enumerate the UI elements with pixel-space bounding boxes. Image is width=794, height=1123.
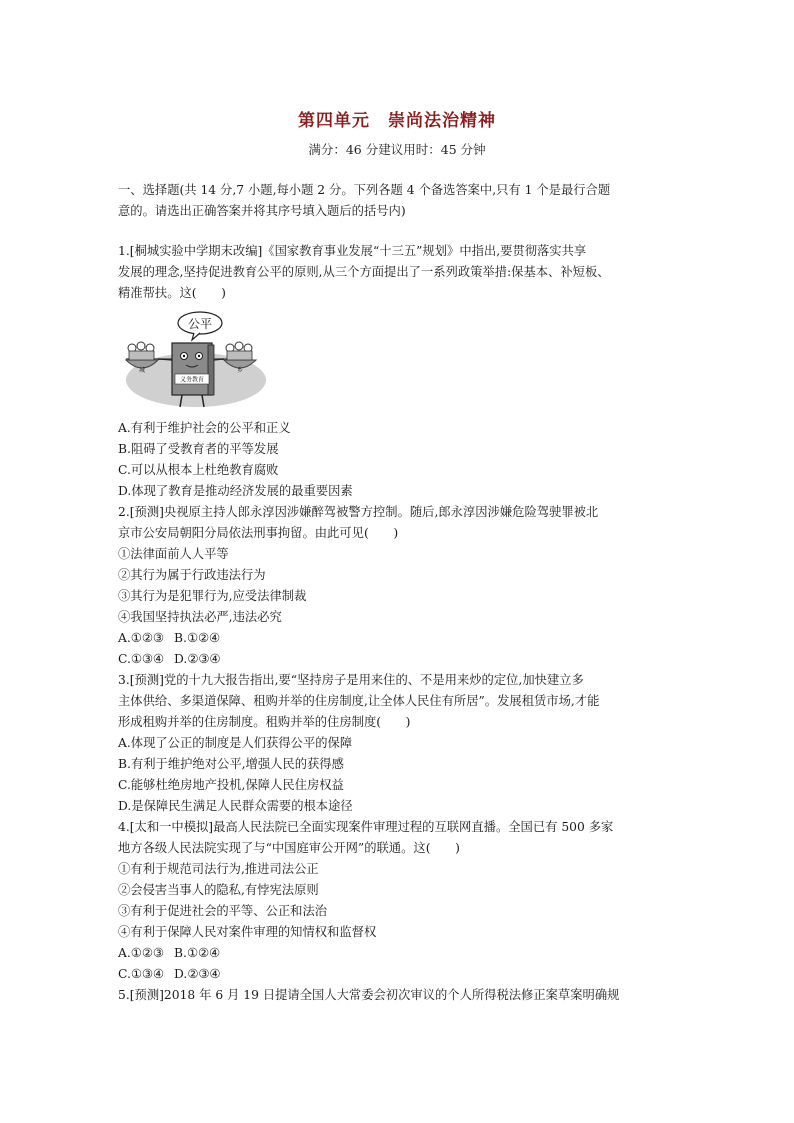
answer-options-row <box>118 649 678 670</box>
answer-option-b: B.有利于维护绝对公平,增强人民的获得感 <box>118 757 344 771</box>
statement-item: ②会侵害当事人的隐私,有悖宪法原则 <box>118 883 319 897</box>
page-subtitle: 满分：46 分建议用时：45 分钟 <box>308 142 486 157</box>
answer-options-row <box>118 628 678 649</box>
question-stem-line: 1.[桐城实验中学期末改编]《国家教育事业发展“十三五”规划》中指出,要贯彻落实共享 <box>118 244 587 258</box>
statement-item: ③有利于促进社会的平等、公正和法治 <box>118 904 328 918</box>
section-instructions <box>118 180 678 222</box>
question-stem-line: 地方各级人民法院实现了与“中国庭审公开网”的联通。这( ) <box>118 841 460 855</box>
question-stem-line: 形成租购并举的住房制度。租购并举的住房制度( ) <box>118 715 411 729</box>
statement-item: ④有利于保障人民对案件审理的知情权和监督权 <box>118 925 377 939</box>
answer-option-c: C.能够杜绝房地产投机,保障人民住房权益 <box>118 778 344 792</box>
statement-item: ①有利于规范司法行为,推进司法公正 <box>118 862 319 876</box>
text-line: 意的。请选出正确答案并将其序号填入题后的括号内) <box>118 204 406 218</box>
answer-option-b: B.阻碍了受教育者的平等发展 <box>118 442 279 456</box>
answer-option-c: C.①③④ <box>118 652 164 666</box>
document-body <box>118 180 678 1006</box>
answer-option-a: A.体现了公正的制度是人们获得公平的保障 <box>118 736 353 750</box>
answer-option-a: A.①②③ <box>118 946 164 960</box>
answer-option-d: D.是保障民生满足人民群众需要的根本途径 <box>118 799 353 813</box>
answer-option-c: C.可以从根本上杜绝教育腐败 <box>118 463 279 477</box>
statement-item: ①法律面前人人平等 <box>118 547 229 561</box>
statement-item: ③其行为是犯罪行为,应受法律制裁 <box>118 589 307 603</box>
question-1 <box>118 241 678 502</box>
speech-bubble <box>178 312 222 340</box>
page-title: 第四单元 崇尚法治精神 <box>298 111 496 131</box>
answer-option-d: D.②③④ <box>174 967 221 981</box>
question-stem-line: 4.[太和一中模拟]最高人民法院已全面实现案件审理过程的互联网直播。全国已有 500 多家 <box>118 820 614 834</box>
answer-option-a: A.①②③ <box>118 631 164 645</box>
question-5 <box>118 985 678 1006</box>
answer-option-c: C.①③④ <box>118 967 164 981</box>
question-stem-line: 2.[预测]央视原主持人郎永淳因涉嫌醉驾被警方控制。随后,郎永淳因涉嫌危险驾驶罪被北 <box>118 505 599 519</box>
answer-option-b: B.①②④ <box>174 946 221 960</box>
question-4 <box>118 817 678 985</box>
answer-option-d: D.②③④ <box>174 652 221 666</box>
statement-item: ②其行为属于行政违法行为 <box>118 568 266 582</box>
statement-item: ④我国坚持执法必严,违法必究 <box>118 610 282 624</box>
question-stem-line: 京市公安局朝阳分局依法刑事拘留。由此可见( ) <box>118 526 399 540</box>
answer-option-d: D.体现了教育是推动经济发展的最重要因素 <box>118 484 353 498</box>
answer-option-b: B.①②④ <box>174 631 221 645</box>
answer-options-row <box>118 943 678 964</box>
right-pan-label: 乡 <box>236 367 244 374</box>
bubble-label: 公平 <box>187 317 213 331</box>
question-3 <box>118 670 678 817</box>
question-stem-line: 主体供给、多渠道保障、租购并举的住房制度,让全体人民住有所居”。发展租赁市场,才能 <box>118 694 600 708</box>
question-2 <box>118 502 678 670</box>
question-stem-line: 3.[预测]党的十九大报告指出,要“坚持房子是用来住的、不是用来炒的定位,加快建立多 <box>118 673 584 687</box>
question-stem-line: 5.[预测]2018 年 6 月 19 日提请全国人大常委会初次审议的个人所得税法修正案草案明确规 <box>118 988 620 1002</box>
question-stem-line: 发展的理念,坚持促进教育公平的原则,从三个方面提出了一系列政策举措:保基本、补短板、 <box>118 265 610 279</box>
left-pan-label: 城 <box>138 367 146 374</box>
answer-options-row <box>118 964 678 985</box>
answer-option-a: A.有利于维护社会的公平和正义 <box>118 421 291 435</box>
question-stem-line: 精准帮扶。这( ) <box>118 286 226 300</box>
text-line: 一、选择题(共 14 分,7 小题,每小题 2 分。下列各题 4 个备选答案中,只有 1 个是最行合题 <box>118 183 611 197</box>
fairness-illustration <box>120 310 270 414</box>
book-label: 义务教育 <box>179 376 205 384</box>
